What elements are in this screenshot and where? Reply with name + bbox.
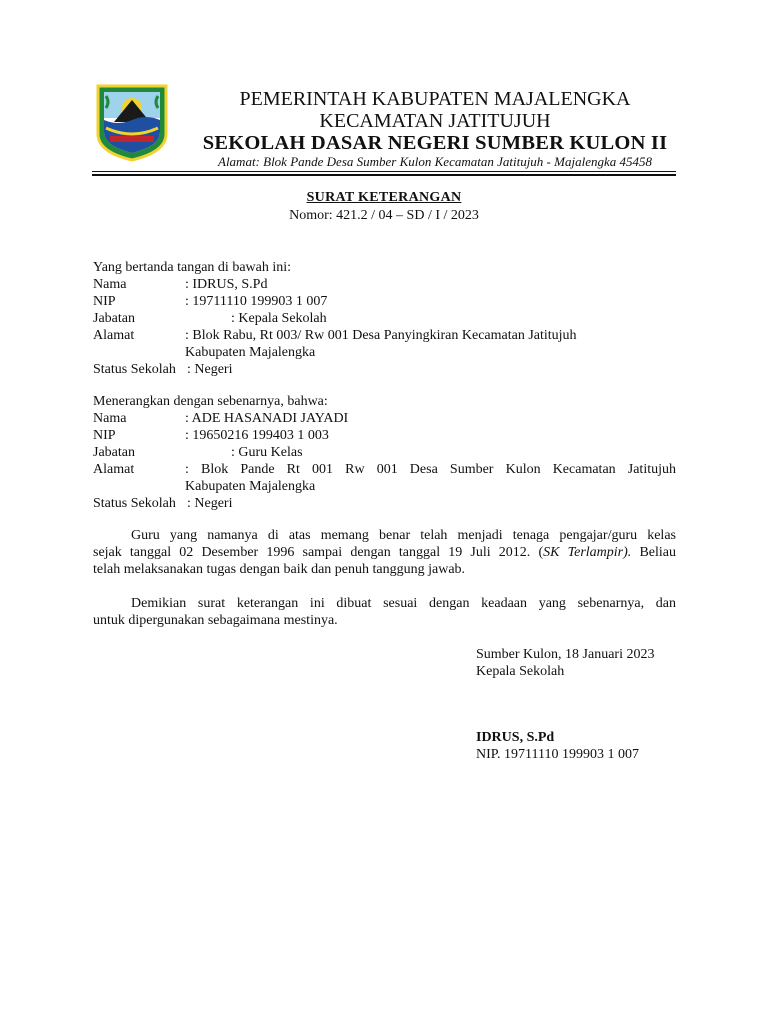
signer-nip-value: : 19711110 199903 1 007 — [185, 294, 328, 309]
signer-jabatan-label: Jabatan — [93, 311, 135, 326]
subject-status-value: : Negeri — [187, 496, 233, 511]
header-divider-thin — [92, 171, 676, 172]
subject-alamat-value-2: Kabupaten Majalengka — [185, 479, 316, 494]
government-name: PEMERINTAH KABUPATEN MAJALENGKA — [239, 88, 631, 110]
subject-status-label: Status Sekolah — [93, 496, 176, 511]
statement-paragraph — [93, 527, 676, 578]
signer-nama-value: : IDRUS, S.Pd — [185, 277, 268, 292]
statement-line-1: Guru yang namanya di atas memang benar telah menjadi tenaga pengajar/guru kelas — [131, 528, 676, 543]
signer-alamat-value-2: Kabupaten Majalengka — [185, 345, 316, 360]
signer-nama-label: Nama — [93, 277, 127, 292]
subject-intro: Menerangkan dengan sebenarnya, bahwa: — [93, 394, 328, 409]
signer-alamat-label: Alamat — [93, 328, 135, 343]
letter-title: SURAT KETERANGAN — [306, 190, 462, 205]
school-name: SEKOLAH DASAR NEGERI SUMBER KULON II — [202, 132, 668, 154]
subject-alamat-value-1: : Blok Pande Rt 001 Rw 001 Desa Sumber Kulon Kecamatan Jatitujuh — [185, 462, 676, 477]
signer-alamat-value-1: : Blok Rabu, Rt 003/ Rw 001 Desa Panyingkiran Kecamatan Jatitujuh — [185, 328, 577, 343]
closing-paragraph — [93, 595, 676, 629]
regency-emblem-logo — [92, 82, 172, 162]
letter-number: Nomor: 421.2 / 04 – SD / I / 2023 — [289, 208, 479, 223]
subject-nama-value: : ADE HASANADI JAYADI — [185, 411, 349, 426]
school-address: Alamat: Blok Pande Desa Sumber Kulon Kecamatan Jatitujuh - Majalengka 45458 — [218, 154, 652, 169]
statement-line-2 — [93, 544, 676, 561]
signer-status-value: : Negeri — [187, 362, 233, 377]
subject-nama-label: Nama — [93, 411, 127, 426]
statement-line-2-text: sejak tanggal 02 Desember 1996 sampai dengan tanggal 19 Juli 2012. ( — [93, 545, 544, 560]
signer-intro: Yang bertanda tangan di bawah ini: — [93, 260, 292, 275]
place-date: Sumber Kulon, 18 Januari 2023 — [476, 647, 655, 662]
closing-line-1: Demikian surat keterangan ini dibuat sesuai dengan keadaan yang sebenarnya, dan — [131, 596, 676, 611]
signer-name: IDRUS, S.Pd — [476, 730, 555, 745]
signer-nip-label: NIP — [93, 294, 116, 309]
header-divider-thick — [92, 174, 676, 176]
subject-jabatan-label: Jabatan — [93, 445, 135, 460]
closing-line-2: untuk dipergunakan sebagaimana mestinya. — [93, 613, 338, 628]
district-name: KECAMATAN JATITUJUH — [319, 110, 551, 132]
signer-nip: NIP. 19711110 199903 1 007 — [476, 747, 639, 762]
subject-nip-value: : 19650216 199403 1 003 — [185, 428, 329, 443]
signer-jabatan-value: : Kepala Sekolah — [231, 311, 327, 326]
statement-line-2-end: Beliau — [631, 545, 676, 560]
signer-status-label: Status Sekolah — [93, 362, 176, 377]
subject-nip-label: NIP — [93, 428, 116, 443]
subject-alamat-label: Alamat — [93, 462, 135, 477]
signer-position: Kepala Sekolah — [476, 664, 565, 679]
statement-line-3: telah melaksanakan tugas dengan baik dan penuh tanggung jawab. — [93, 562, 466, 577]
subject-jabatan-value: : Guru Kelas — [231, 445, 303, 460]
sk-reference: SK Terlampir). — [543, 545, 632, 560]
